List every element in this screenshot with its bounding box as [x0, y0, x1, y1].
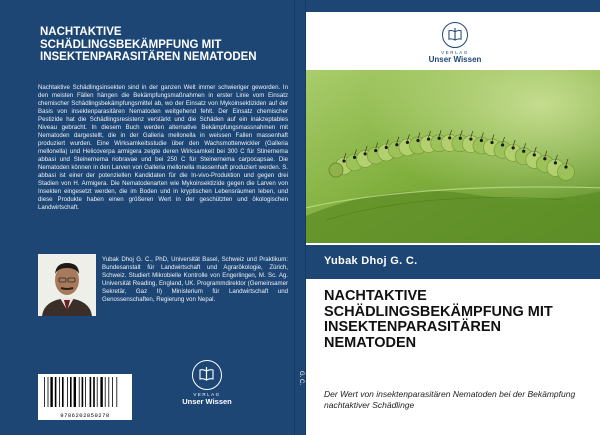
- publisher-name: Unser Wissen: [182, 397, 232, 406]
- back-cover: [0, 0, 294, 435]
- barcode-number: 9786202850278: [60, 412, 110, 419]
- publisher-small-label: VERLAG: [193, 392, 221, 397]
- publisher-logo-back: [172, 360, 242, 406]
- spine-author: G. C.: [298, 371, 304, 386]
- author-photo: [38, 254, 96, 316]
- front-cover: [306, 0, 600, 435]
- front-author: Yubak Dhoj G. C.: [324, 255, 418, 267]
- back-cover-blurb: Nachtaktive Schädlingsinsekten sind in der ganzen Welt immer schwieriger geworden. In den meisten Fällen hängen die Bekämpfungsmaßnahmen in erster Linie vom Einsatz chemischer Schädlingsbekämpfungsmittel ab, wo der Einsatz von Mykoinsektiziden auf der Basis von insektenparasitären Nematoden weitgehend fehlt. Der Einsatz chemischer Pestizide hat die Schädlingsresistenz verstärkt und die Schäden auf ein inakzeptables Niveau gebracht. In diesem Buch werden alternative Bekämpfungsmassnahmen mit Nematoden dargestellt, die in der Galleria mellonella in weissen Fallen massenhaft produziert wurden. Eine Wirksamkeitsstudie über den Wachsmottenwickler (Galleria mellonella) und Helicoverpa armigera zeigte deren Wirksamkeit bei 300 C für Stinernema abbasi und Steinernema riobravae und bei 250 C für Steinernema carpocapsae. Die Nematoden können in den Larven von Galleria mellonella massenhaft produziert werden. S. abbasi ist einer der potenziellen Kandidaten für die In-vivo-Produktion und gegen drei Stadien von H. Armigera. Die Nematodenarten wie Mykoinsektizide gegen die Larven von Insekten eingesetzt werden, die im Boden und in kryptischen Lebensräumen leben, und diese Produkte haben einen größeren Wert in der geschützten und ökologischen Landwirtschaft.: [38, 84, 288, 211]
- book-emblem-icon: [442, 22, 468, 48]
- author-band: [306, 245, 600, 279]
- publisher-name: Unser Wissen: [428, 55, 482, 64]
- book-emblem-icon: [192, 360, 222, 390]
- isbn-barcode: [38, 374, 132, 420]
- front-title: NACHTAKTIVE SCHÄDLINGSBEKÄMPFUNG MIT INSEKTENPARASITÄREN NEMATODEN: [324, 288, 553, 351]
- cover-image: [306, 70, 600, 243]
- book-spine: [294, 0, 306, 435]
- front-top-band: [306, 0, 600, 12]
- back-cover-title: NACHTAKTIVE SCHÄDLINGSBEKÄMPFUNG MIT INSEKTENPARASITÄREN NEMATODEN: [40, 26, 257, 63]
- publisher-logo-front: [410, 22, 500, 64]
- publisher-small-label: VERLAG: [441, 50, 469, 55]
- front-subtitle: Der Wert von insektenparasitären Nematoden bei der Bekämpfung nachtaktiver Schädlinge: [324, 389, 576, 410]
- author-bio: Yubak Dhoj G. C., PhD, Universität Basel, Schweiz und Praktikum: Bundesanstalt für Landwirtschaft und Agrarökologie, Zürich, Schweiz. Studiert Mikrobielle Kontrolle von Engerlingen, M. Sc. Ag. Universität Reading, England, UK. Programmdirektor (Gemeinsamer Sekretär, Gaz II) Ministerium für Landwirtschaft und Genossenschaften, Regierung von Nepal.: [102, 256, 288, 303]
- barcode-bars: [38, 374, 132, 412]
